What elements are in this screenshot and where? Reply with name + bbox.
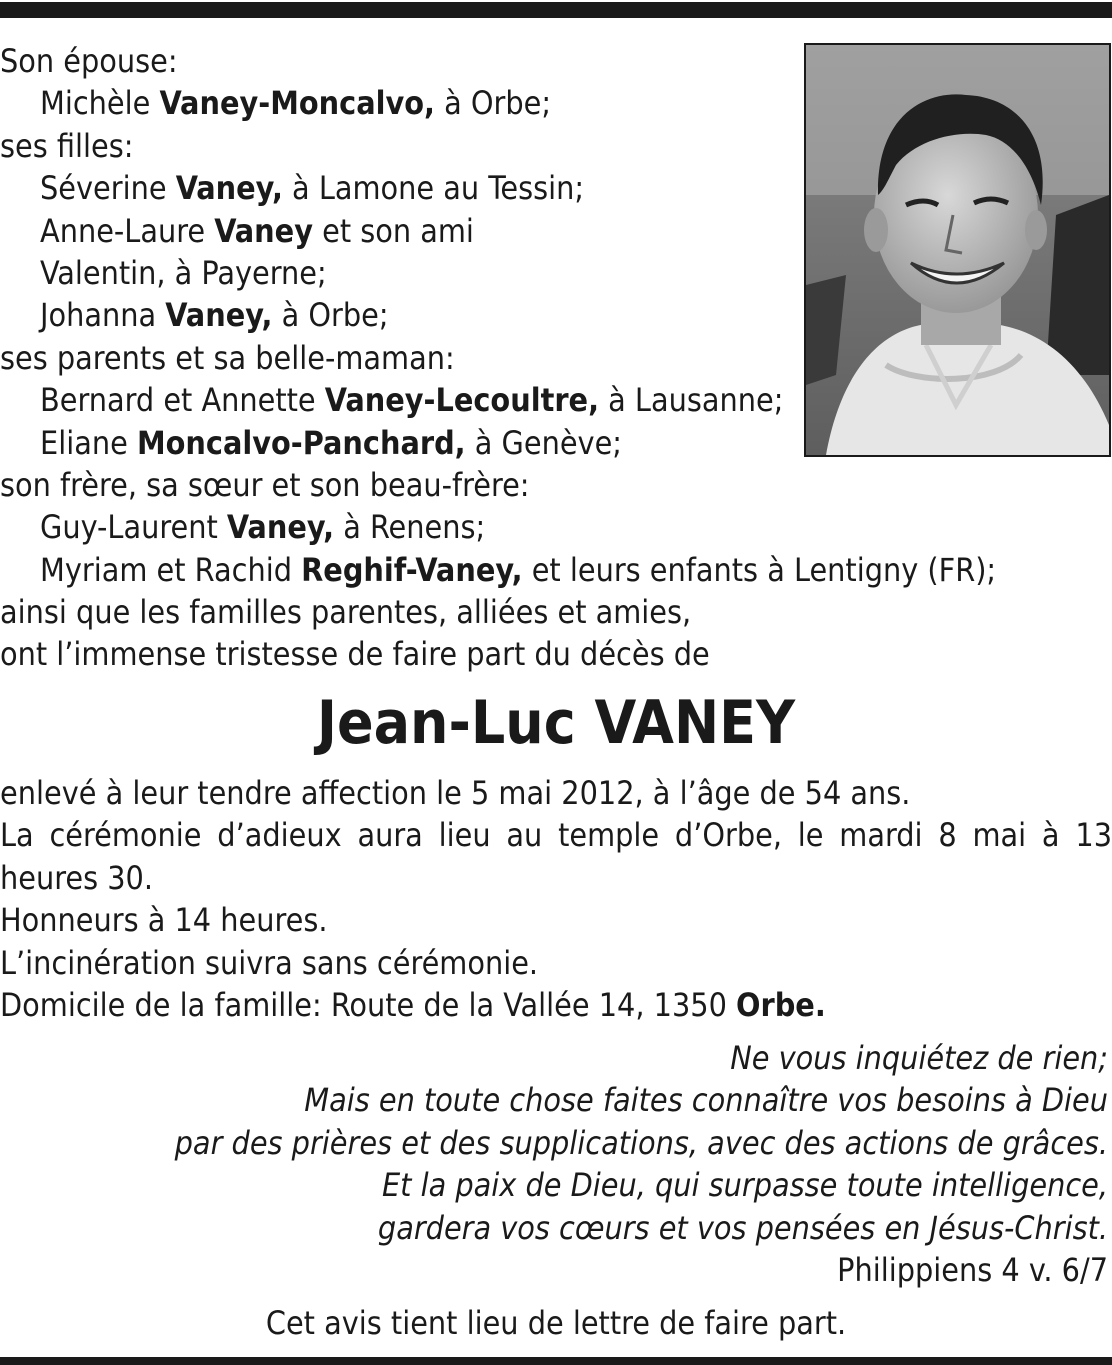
daughter-3-prefix: Johanna <box>40 296 166 335</box>
verse-line: Mais en toute chose faites connaître vos besoins à Dieu <box>304 1081 1108 1120</box>
sibling-1-name: Vaney, <box>226 508 335 547</box>
daughter-1-suffix: à Lamone au Tessin; <box>282 169 585 208</box>
footer-note: Cet avis tient lieu de lettre de faire part. <box>265 1304 847 1342</box>
sibling-1-prefix: Guy-Laurent <box>40 508 227 547</box>
verse-line: Et la paix de Dieu, qui surpasse toute intelligence, <box>381 1166 1108 1205</box>
spouse-name: Vaney-Moncalvo, <box>159 84 435 123</box>
parents-1-prefix: Bernard et Annette <box>40 381 325 420</box>
daughter-2-suffix: et son ami <box>312 211 474 250</box>
parents-heading: ses parents et sa belle-maman: <box>0 338 455 377</box>
spouse-heading: Son épouse: <box>0 42 178 80</box>
ceremony-line: La cérémonie d’adieux aura lieu au temple d’Orbe, le mardi 8 mai à 13 heures 30. <box>0 816 1112 897</box>
top-rule <box>0 2 1112 18</box>
service-details <box>0 772 1112 1026</box>
bottom-rule <box>0 1357 1112 1365</box>
sibling-1-suffix: à Renens; <box>334 508 486 547</box>
daughter-1-prefix: Séverine <box>40 169 176 208</box>
daughter-1-name: Vaney, <box>175 169 283 208</box>
siblings-heading: son frère, sa sœur et son beau-frère: <box>0 465 530 504</box>
daughter-3-name: Vaney, <box>165 296 273 335</box>
domicile-town: Orbe. <box>736 985 826 1024</box>
daughter-3-suffix: à Orbe; <box>272 296 389 335</box>
domicile-prefix: Domicile de la famille: Route de la Vallée 14, 1350 <box>0 985 737 1024</box>
daughters-heading: ses filles: <box>0 126 134 165</box>
announcement-line: ont l’immense tristesse de faire part du décès de <box>0 635 710 674</box>
sibling-2-prefix: Myriam et Rachid <box>40 550 302 589</box>
deceased-name: Jean-Luc VANEY <box>316 688 796 758</box>
spouse-suffix: à Orbe; <box>434 84 552 123</box>
parents-2-suffix: à Genève; <box>465 423 622 462</box>
spouse-prefix: Michèle <box>40 84 160 123</box>
parents-1-suffix: à Lausanne; <box>599 381 784 420</box>
daughter-2-name: Vaney <box>214 211 313 250</box>
parents-2-prefix: Eliane <box>40 423 137 462</box>
extended-family-line: ainsi que les familles parentes, alliées et amies, <box>0 593 692 632</box>
daughter-entry-2 <box>0 210 1112 252</box>
family-list <box>0 40 1112 676</box>
spouse-entry <box>0 82 1112 124</box>
parents-entry-1 <box>0 379 1112 421</box>
verse-line: Ne vous inquiétez de rien; <box>730 1039 1108 1077</box>
parents-2-name: Moncalvo-Panchard, <box>136 423 466 462</box>
honours-line: Honneurs à 14 heures. <box>0 901 328 940</box>
domicile-line <box>0 984 1112 1026</box>
daughter-entry-1 <box>0 167 1112 209</box>
sibling-2-name: Reghif-Vaney, <box>301 550 523 589</box>
cremation-line: L’incinération suivra sans cérémonie. <box>0 943 539 982</box>
sibling-2-suffix: et leurs enfants à Lentigny (FR); <box>522 550 997 589</box>
verse-line: par des prières et des supplications, avec des actions de grâces. <box>174 1123 1108 1162</box>
sibling-entry-1 <box>0 506 1112 548</box>
daughter-entry-2-continued: Valentin, à Payerne; <box>40 253 327 292</box>
daughter-2-prefix: Anne-Laure <box>40 211 215 250</box>
death-line: enlevé à leur tendre affection le 5 mai 2012, à l’âge de 54 ans. <box>0 774 911 812</box>
parents-entry-2 <box>0 422 1112 464</box>
parents-1-name: Vaney-Lecoultre, <box>324 381 599 420</box>
verse-reference: Philippiens 4 v. 6/7 <box>837 1251 1108 1290</box>
scripture-verse <box>175 1037 1108 1291</box>
sibling-entry-2 <box>0 549 1112 591</box>
verse-line: gardera vos cœurs et vos pensées en Jésus-Christ. <box>377 1208 1108 1247</box>
daughter-entry-3 <box>0 294 1112 336</box>
